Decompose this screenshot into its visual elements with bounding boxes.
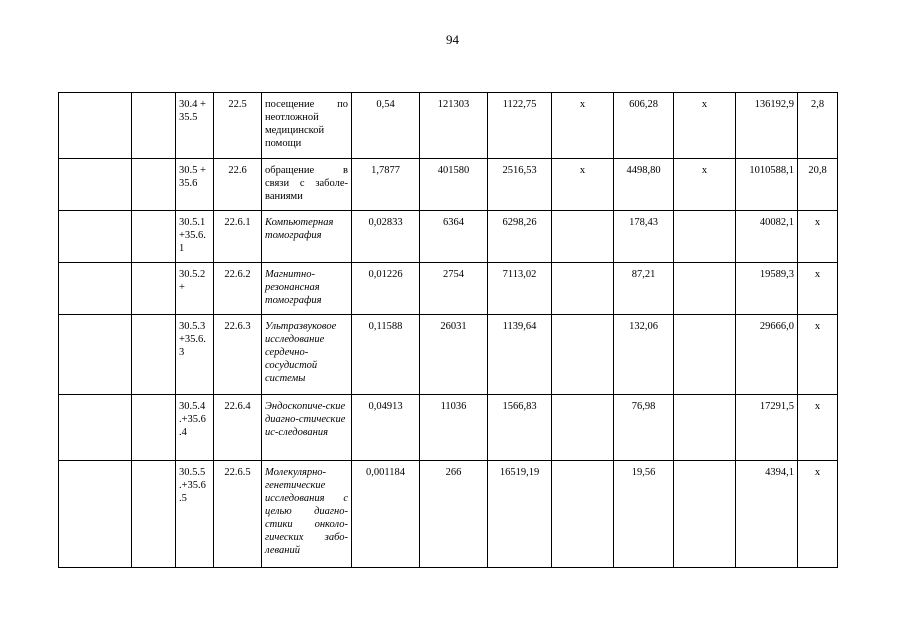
table-body [59, 93, 838, 568]
value-cell-4: х [552, 159, 614, 211]
row-number-cell: 22.6.4 [214, 395, 262, 461]
value-cell-1: 0,04913 [352, 395, 420, 461]
row-number-cell: 22.6 [214, 159, 262, 211]
row-number-cell: 22.6.3 [214, 315, 262, 395]
value-cell-7: 4394,1 [736, 461, 798, 568]
row-name-cell: обращение в связи с заболе-ваниями [262, 159, 352, 211]
value-cell-5: 19,56 [614, 461, 674, 568]
row-code-cell: 30.5.2 + [176, 263, 214, 315]
value-cell-5: 87,21 [614, 263, 674, 315]
page-number: 94 [446, 32, 459, 47]
row-number-cell: 22.5 [214, 93, 262, 159]
value-cell-7: 17291,5 [736, 395, 798, 461]
value-cell-3: 7113,02 [488, 263, 552, 315]
value-cell-3: 16519,19 [488, 461, 552, 568]
value-cell-7: 29666,0 [736, 315, 798, 395]
value-cell-2: 11036 [420, 395, 488, 461]
row-name-cell: Ультразвуковое исследование сердечно-сосудистой системы [262, 315, 352, 395]
row-name-cell: Магнитно-резонансная томография [262, 263, 352, 315]
row-name-cell: Молекулярно-генетические исследования с целью диагно-стики онколо-гических забо-леваний [262, 461, 352, 568]
value-cell-1: 0,01226 [352, 263, 420, 315]
value-cell-5: 76,98 [614, 395, 674, 461]
empty-cell [132, 93, 176, 159]
value-cell-3: 1566,83 [488, 395, 552, 461]
value-cell-6: х [674, 93, 736, 159]
value-cell-6 [674, 461, 736, 568]
value-cell-6: х [674, 159, 736, 211]
value-cell-1: 0,001184 [352, 461, 420, 568]
value-cell-5: 606,28 [614, 93, 674, 159]
value-cell-2: 2754 [420, 263, 488, 315]
row-code-cell: 30.5.4 .+35.6 .4 [176, 395, 214, 461]
data-table [58, 92, 838, 568]
value-cell-4 [552, 263, 614, 315]
row-code-cell: 30.5 + 35.6 [176, 159, 214, 211]
empty-cell [59, 395, 132, 461]
value-cell-8: х [798, 461, 838, 568]
row-name-cell: Компьютерная томография [262, 211, 352, 263]
table-row [59, 263, 838, 315]
value-cell-8: 2,8 [798, 93, 838, 159]
empty-cell [59, 93, 132, 159]
empty-cell [59, 461, 132, 568]
value-cell-4 [552, 315, 614, 395]
table-row [59, 211, 838, 263]
empty-cell [132, 315, 176, 395]
value-cell-3: 2516,53 [488, 159, 552, 211]
row-name-cell: Эндоскопиче-ские диагно-стические ис-следования [262, 395, 352, 461]
row-code-cell: 30.5.1 +35.6. 1 [176, 211, 214, 263]
row-number-cell: 22.6.2 [214, 263, 262, 315]
value-cell-6 [674, 263, 736, 315]
empty-cell [132, 395, 176, 461]
value-cell-6 [674, 211, 736, 263]
value-cell-5: 178,43 [614, 211, 674, 263]
row-number-cell: 22.6.1 [214, 211, 262, 263]
value-cell-8: 20,8 [798, 159, 838, 211]
table-row [59, 315, 838, 395]
value-cell-1: 1,7877 [352, 159, 420, 211]
row-code-cell: 30.5.3 +35.6. 3 [176, 315, 214, 395]
value-cell-4 [552, 461, 614, 568]
value-cell-5: 132,06 [614, 315, 674, 395]
value-cell-1: 0,54 [352, 93, 420, 159]
value-cell-6 [674, 395, 736, 461]
value-cell-2: 266 [420, 461, 488, 568]
row-code-cell: 30.5.5 .+35.6 .5 [176, 461, 214, 568]
empty-cell [59, 211, 132, 263]
empty-cell [59, 315, 132, 395]
value-cell-3: 1139,64 [488, 315, 552, 395]
row-code-cell: 30.4 + 35.5 [176, 93, 214, 159]
value-cell-1: 0,02833 [352, 211, 420, 263]
empty-cell [132, 211, 176, 263]
table-row [59, 93, 838, 159]
value-cell-4 [552, 211, 614, 263]
value-cell-2: 6364 [420, 211, 488, 263]
empty-cell [132, 461, 176, 568]
table-row [59, 461, 838, 568]
row-name-cell: посещение по неотложной медицинской помощи [262, 93, 352, 159]
value-cell-2: 401580 [420, 159, 488, 211]
empty-cell [59, 159, 132, 211]
value-cell-8: х [798, 263, 838, 315]
empty-cell [132, 263, 176, 315]
value-cell-2: 26031 [420, 315, 488, 395]
empty-cell [59, 263, 132, 315]
value-cell-4 [552, 395, 614, 461]
value-cell-4: х [552, 93, 614, 159]
row-number-cell: 22.6.5 [214, 461, 262, 568]
value-cell-7: 19589,3 [736, 263, 798, 315]
value-cell-8: х [798, 395, 838, 461]
value-cell-2: 121303 [420, 93, 488, 159]
table-row [59, 159, 838, 211]
value-cell-8: х [798, 211, 838, 263]
value-cell-7: 1010588,1 [736, 159, 798, 211]
value-cell-7: 136192,9 [736, 93, 798, 159]
value-cell-7: 40082,1 [736, 211, 798, 263]
table-row [59, 395, 838, 461]
value-cell-1: 0,11588 [352, 315, 420, 395]
value-cell-5: 4498,80 [614, 159, 674, 211]
value-cell-8: х [798, 315, 838, 395]
empty-cell [132, 159, 176, 211]
value-cell-3: 6298,26 [488, 211, 552, 263]
value-cell-6 [674, 315, 736, 395]
value-cell-3: 1122,75 [488, 93, 552, 159]
